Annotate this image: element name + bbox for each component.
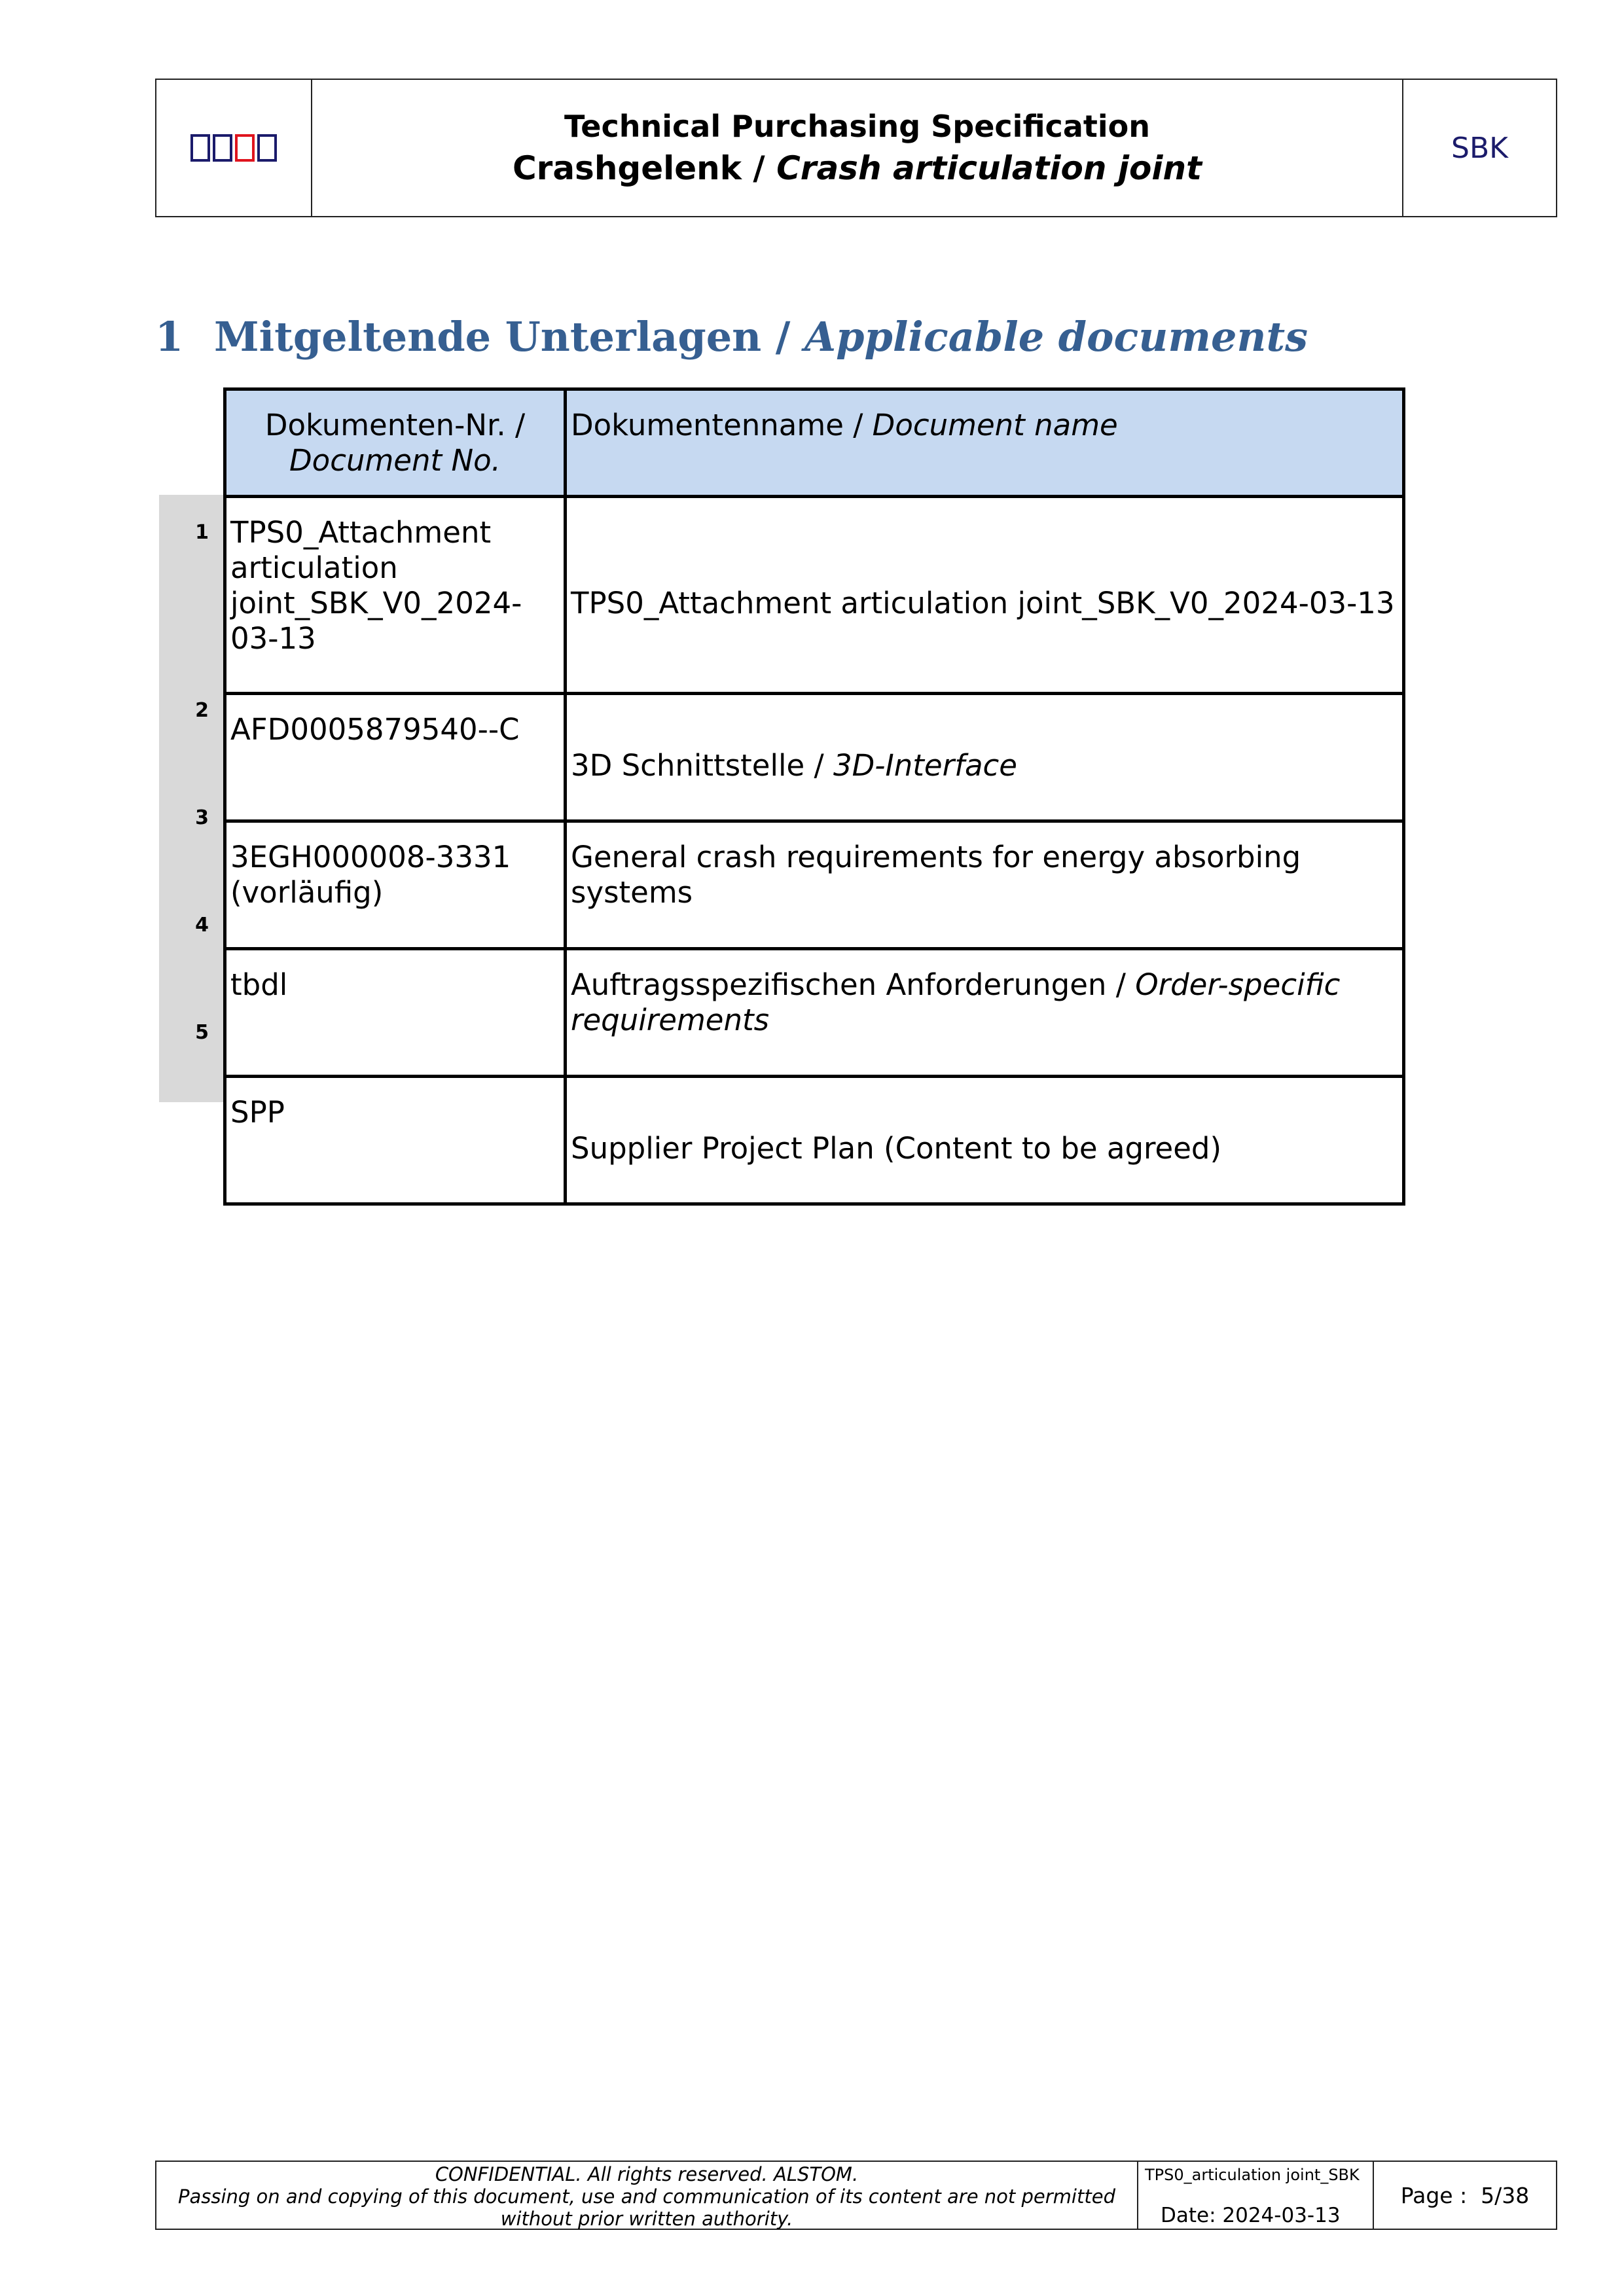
table-row xyxy=(225,497,1404,694)
applicable-documents-table xyxy=(223,387,1405,1206)
row-number: 2 xyxy=(159,673,223,780)
doc-name-cell xyxy=(566,821,1404,949)
header-doc-name-de: Dokumentenname / xyxy=(571,408,873,442)
doc-name-cell xyxy=(566,497,1404,694)
table-header-row xyxy=(225,389,1404,497)
doc-no-cell: 3EGH000008-3331 (vorläufig) xyxy=(225,821,566,949)
section-title-de: Mitgeltende Unterlagen / xyxy=(214,313,805,361)
doc-no-cell: SPP xyxy=(225,1077,566,1204)
doc-no-cell: TPS0_Attachment articulation joint_SBK_V0_2024-03-13 xyxy=(225,497,566,694)
header-title: Technical Purchasing Specification xyxy=(564,109,1150,144)
doc-name-de: Supplier Project Plan (Content to be agreed) xyxy=(571,1131,1222,1166)
header-doc-name xyxy=(566,389,1404,497)
doc-no-cell: AFD0005879540--C xyxy=(225,694,566,821)
doc-name-de: 3D Schnittstelle / xyxy=(571,748,833,783)
document-date: Date: 2024-03-13 xyxy=(1161,2204,1341,2227)
confidential-line: Passing on and copying of this document, use and communication of its content are not permitted xyxy=(178,2185,1115,2208)
doc-name-de: Auftragsspezifischen Anforderungen / xyxy=(571,967,1136,1002)
document-reference: TPS0_articulation joint_SBK xyxy=(1145,2166,1360,2184)
row-number-column xyxy=(159,495,223,1102)
confidential-notice xyxy=(156,2162,1138,2229)
logo-glyph xyxy=(213,134,232,162)
subtitle-en: Crash articulation joint xyxy=(776,149,1202,187)
header-subtitle xyxy=(513,149,1202,187)
row-number: 3 xyxy=(159,780,223,888)
document-meta xyxy=(1138,2162,1374,2229)
table-row xyxy=(225,1077,1404,1204)
logo-glyph xyxy=(257,134,277,162)
header-title-cell xyxy=(312,80,1403,216)
doc-name-en: 3D-Interface xyxy=(833,748,1017,783)
doc-name-cell xyxy=(566,1077,1404,1204)
header-doc-no-de: Dokumenten-Nr. / xyxy=(264,408,526,442)
doc-name-cell xyxy=(566,949,1404,1077)
header-doc-no-en: Document No. xyxy=(289,443,501,478)
header-code: SBK xyxy=(1451,131,1508,165)
alstom-logo xyxy=(190,134,277,162)
doc-name-de: TPS0_Attachment articulation joint_SBK_V0_2024-03-13 xyxy=(571,586,1395,620)
table-row xyxy=(225,949,1404,1077)
table-row xyxy=(225,821,1404,949)
page-footer xyxy=(155,2161,1557,2230)
row-number: 1 xyxy=(159,495,223,673)
row-number: 5 xyxy=(159,995,223,1102)
doc-name-cell xyxy=(566,694,1404,821)
doc-no-cell: tbdl xyxy=(225,949,566,1077)
page-header xyxy=(155,79,1557,217)
confidential-line: without prior written authority. xyxy=(500,2208,793,2230)
header-doc-name-en: Document name xyxy=(872,408,1118,442)
logo-glyph-red xyxy=(235,134,255,162)
section-number: 1 xyxy=(155,313,184,361)
doc-name-en: Order-specific requirements xyxy=(571,967,1341,1037)
logo-cell xyxy=(156,80,312,216)
confidential-line: CONFIDENTIAL. All rights reserved. ALSTOM. xyxy=(435,2163,859,2185)
doc-name-de: General crash requirements for energy absorbing systems xyxy=(571,840,1301,910)
page-number: Page : 5/38 xyxy=(1400,2182,1530,2208)
logo-glyph xyxy=(190,134,210,162)
table-row xyxy=(225,694,1404,821)
section-heading xyxy=(155,313,1308,361)
subtitle-de: Crashgelenk / xyxy=(512,149,777,187)
row-number: 4 xyxy=(159,888,223,995)
header-doc-no xyxy=(225,389,566,497)
section-title-en: Applicable documents xyxy=(804,313,1308,361)
